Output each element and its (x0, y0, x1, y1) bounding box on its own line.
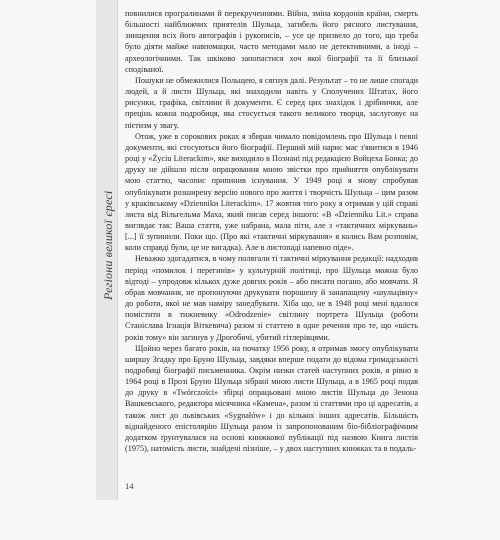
paragraph: Щойно через багато років, на початку 1956 року, я отримав змогу опублікувати ширшу Згадку про Бруно Шульца, завдяки вперше подати до відома громадськості подробиці біографії письменника. Окрім низки статей наступних років, я рівно в 1964 році в Прозі Бруно Шульца зібрані мною листи Шульца, а в 1965 році подав до друку в «Twórczości» збірці опрацьовані мною листів Шульца до Зенона Вашкевського, редактора місячника «Камена», разом зі статтями про ці адресатів, а також лист до львівських «Sygnałów» і до кількох інших адресатів. Більшість віднайденого епістолярію Шульца разом із запропонованим біо-бібліографічним додатком ґрунтувалася на основі книжкової публікації під назвою Книга листів (1975), натомість листи, знайдені пізніше, – у двох наступних книжках та в подаль- (125, 343, 418, 454)
page-body-text (125, 8, 418, 454)
paragraph: повнилися програлинами й перекрученнями. Війна, зміна кордонів країни, смерть більшості найближчих приятелів Шульца, загибель його рясного листування, знищення всіх його автографів і рукописів, – усе це призвело до того, що треба було діяти майже навпомацки, часто методами мало не детективними, а іноді – археологічними. Так шкіково запопастися хоч якої біографії та її близької сподіваної. (125, 9, 418, 74)
page-number: 14 (125, 481, 134, 491)
paragraph: Неважко здогадатися, в чому полягали ті тактичні міркування редакції: надходив період «помилок і перегинів» у культурній політиці, про Шульца можна було відтоді – упродовж кількох дуже довгих років – або писати погано, або мовчати. Я обрав мовчання, не пропонуючи друкувати порошену й занапащену «шульцівну» до роботи, якої не мав наміру занедбувати. Хіба що, не в 1948 році мені вдалося помістити в тижневику «Odrodzenie» світлину портрета Шульца (роботи Станіслава Ігнація Віткевича) разом зі статтею в одне речення про те, що «шість років тому» він загинув у Дрогобичі, убитий гітлерівцями. (125, 254, 418, 342)
running-head-text: Регіони великої єресі (101, 190, 115, 300)
paragraph: Отож, уже в сорокових роках я збирав чимало повідомлень про Шульца і певні документи, які стосуються його біографії. Перший мій нарис має з'явитися в 1946 році у «Życiu Literackim», яке виходило в Познані під редакцією Войцеха Бонка; до друку не дійшло після опрацювання мною звістки про прийняття опублікувати мою статтю, часопис припинив існування. У 1949 році я знову спробував опублікувати розширену версію нового про життя і творчість Шульца – цим разом у краківському «Dziennikи Literackim». 17 жовтня того року я отримав у цій справі листа від Вільгельма Маха, який писав серед іншого: «В «Dzienniku Lit.» справа виглядає так: Ваша стаття, уже набрана, мала піти, але з «тактичних міркувань» [...] її зупинили. Поки що. (Про які «тактичні міркування» я колись Вам розповім, коли справді були, це не вигадка). Але в листопаді напевно піде». (125, 131, 418, 253)
paragraph: Пошуки не обмежилися Польщею, я сягнув далі. Результат – то не лише спогади людей, а й листи Шульца, які знаходили навіть у Сполучених Штатах, його рисунки, графіка, світлини й документи. Є серед цих знахідок і дрібнички, але прецінь кожна подробиця, яка стосується такого великого творця, заслуговує на пієтизм у звагу. (125, 75, 418, 130)
running-head (101, 190, 115, 540)
sidebar-divider (117, 0, 118, 500)
